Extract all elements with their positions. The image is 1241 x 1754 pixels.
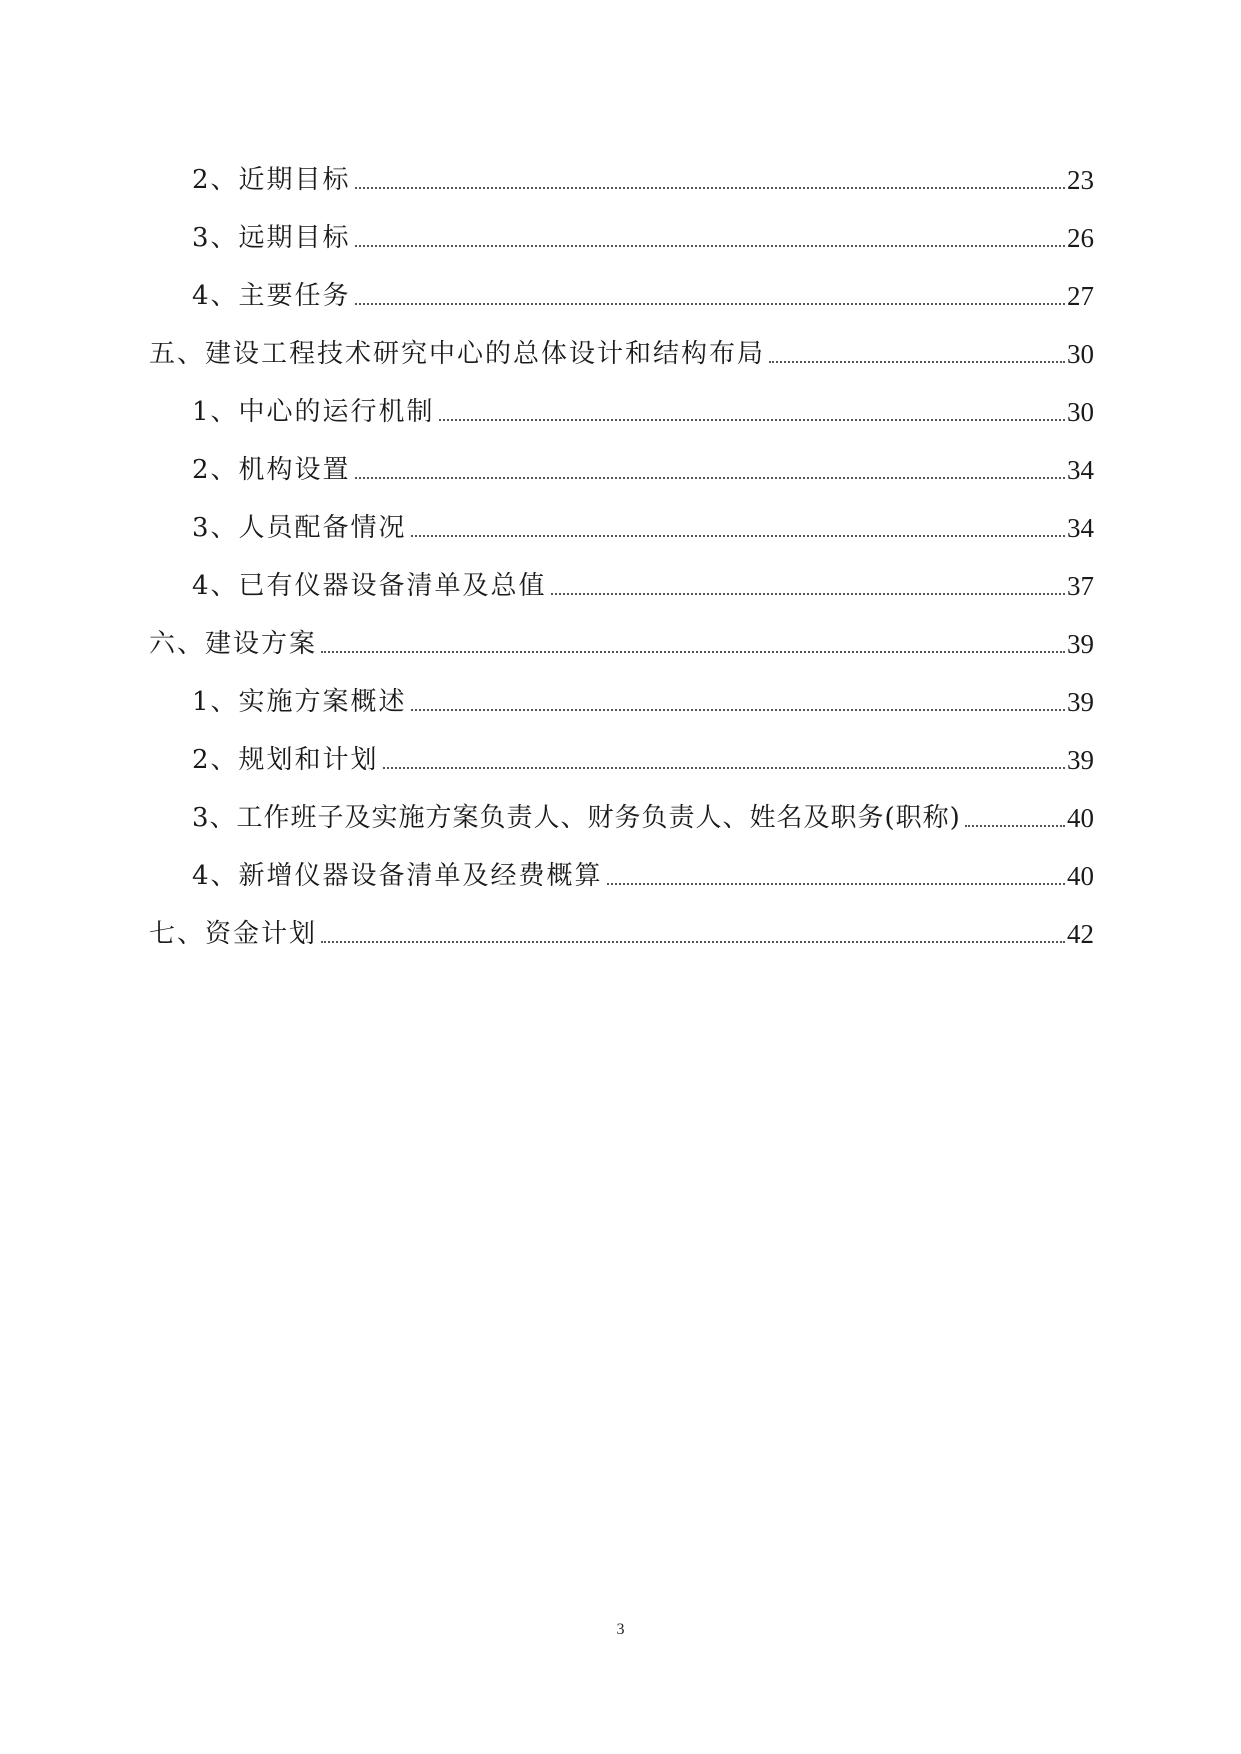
toc-dot-leader (965, 824, 1065, 827)
toc-entry-title: 2、机构设置 (192, 455, 351, 485)
toc-dot-leader (383, 766, 1065, 769)
toc-entry[interactable] (192, 566, 1094, 606)
toc-entry[interactable] (192, 392, 1094, 432)
toc-entry-page: 39 (1067, 745, 1094, 775)
toc-entry[interactable] (149, 334, 1094, 374)
toc-dot-leader (769, 360, 1065, 363)
toc-entry[interactable] (192, 276, 1094, 316)
toc-dot-leader (551, 592, 1065, 595)
toc-dot-leader (321, 940, 1065, 943)
toc-entry-title: 4、已有仪器设备清单及总值 (192, 571, 547, 601)
toc-entry[interactable] (192, 740, 1094, 780)
toc-entry[interactable] (192, 682, 1094, 722)
toc-dot-leader (439, 418, 1065, 421)
toc-entry-page: 23 (1067, 165, 1094, 195)
toc-dot-leader (355, 186, 1065, 189)
toc-entry[interactable] (149, 624, 1094, 664)
toc-entry[interactable] (192, 508, 1094, 548)
toc-entry-page: 26 (1067, 223, 1094, 253)
toc-entry-title: 七、资金计划 (149, 919, 318, 949)
toc-entry[interactable] (192, 450, 1094, 490)
toc-entry-page: 30 (1067, 339, 1094, 369)
toc-dot-leader (607, 882, 1065, 885)
toc-entry[interactable] (192, 798, 1094, 838)
toc-dot-leader (321, 650, 1065, 653)
toc-entry-page: 27 (1067, 281, 1094, 311)
page-number: 3 (616, 1621, 625, 1638)
toc-entry-title: 2、规划和计划 (192, 745, 379, 775)
toc-dot-leader (411, 534, 1065, 537)
toc-entry-title: 4、新增仪器设备清单及经费概算 (192, 861, 603, 891)
toc-entry-page: 40 (1067, 803, 1094, 833)
toc-dot-leader (355, 244, 1065, 247)
toc-entry-page: 34 (1067, 455, 1094, 485)
toc-entry-title: 4、主要任务 (192, 281, 351, 311)
toc-entry[interactable] (192, 856, 1094, 896)
toc-dot-leader (355, 476, 1065, 479)
toc-entry-page: 39 (1067, 629, 1094, 659)
toc-entry-title: 3、工作班子及实施方案负责人、财务负责人、姓名及职务(职称) (192, 803, 961, 833)
toc-entry-title: 1、实施方案概述 (192, 687, 407, 717)
toc-entry-page: 37 (1067, 571, 1094, 601)
toc-entry-title: 2、近期目标 (192, 165, 351, 195)
toc-entry-page: 40 (1067, 861, 1094, 891)
toc-entry-title: 3、人员配备情况 (192, 513, 407, 543)
toc-dot-leader (411, 708, 1065, 711)
toc-entry-title: 五、建设工程技术研究中心的总体设计和结构布局 (149, 339, 766, 369)
toc-dot-leader (355, 302, 1065, 305)
toc-entry-title: 3、远期目标 (192, 223, 351, 253)
toc-entry-page: 39 (1067, 687, 1094, 717)
toc-entry-page: 42 (1067, 919, 1094, 949)
toc-entry[interactable] (192, 218, 1094, 258)
toc-entry[interactable] (149, 914, 1094, 954)
toc-entry-title: 六、建设方案 (149, 629, 318, 659)
toc-entry[interactable] (192, 160, 1094, 200)
toc-entry-title: 1、中心的运行机制 (192, 397, 435, 427)
toc-entry-page: 30 (1067, 397, 1094, 427)
toc-entry-page: 34 (1067, 513, 1094, 543)
